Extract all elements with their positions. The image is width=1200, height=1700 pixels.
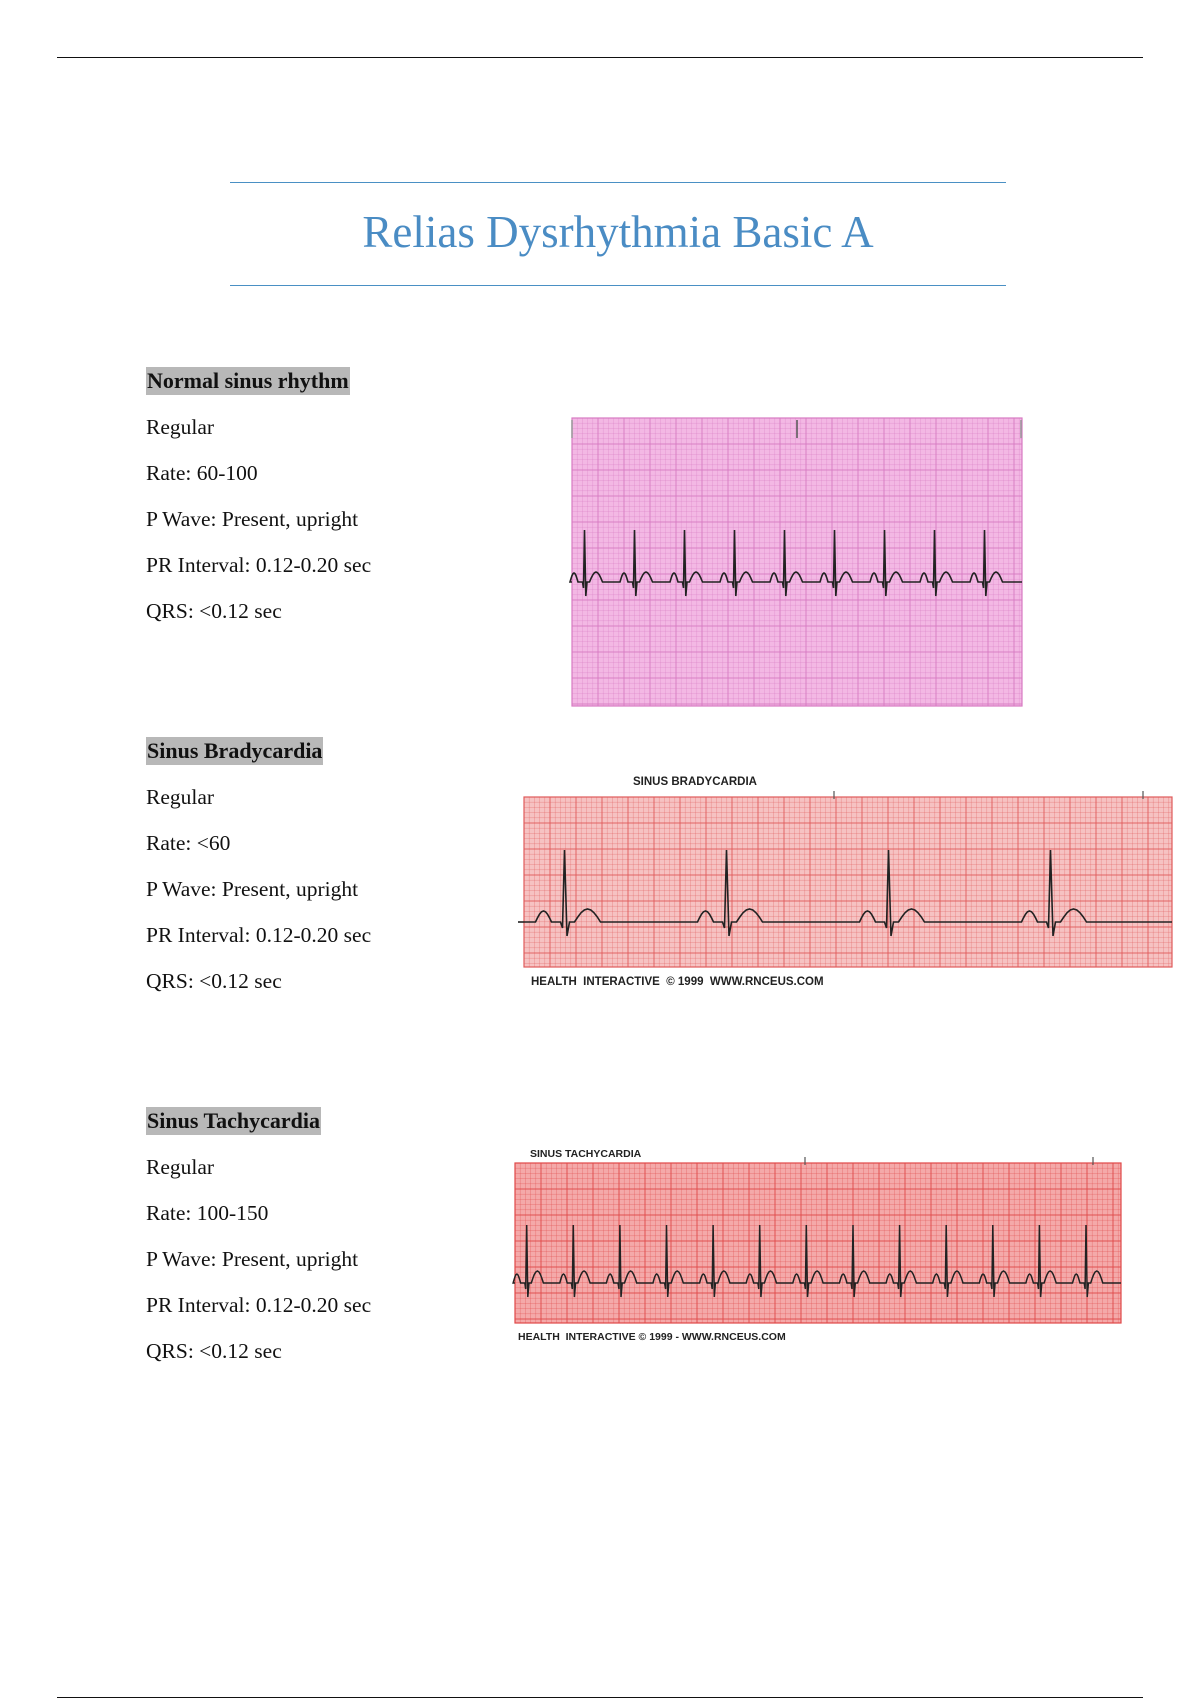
attr-p-wave: P Wave: Present, upright — [146, 1247, 359, 1271]
strip-caption-top: SINUS TACHYCARDIA — [530, 1148, 642, 1160]
attr-p-wave: P Wave: Present, upright — [146, 877, 359, 901]
attr-regularity: Regular — [146, 1155, 215, 1179]
attr-rate: Rate: 60-100 — [146, 461, 258, 485]
attr-pr-interval: PR Interval: 0.12-0.20 sec — [146, 923, 372, 947]
bottom-page-rule — [57, 1697, 1143, 1698]
attr-qrs: QRS: <0.12 sec — [146, 969, 282, 993]
attr-rate: Rate: <60 — [146, 831, 231, 855]
section-heading: Sinus Bradycardia — [147, 738, 323, 763]
document-title: Relias Dysrhythmia Basic A — [362, 207, 874, 257]
attr-rate: Rate: 100-150 — [146, 1201, 269, 1225]
strip-caption-top: SINUS BRADYCARDIA — [633, 776, 757, 788]
attr-p-wave: P Wave: Present, upright — [146, 507, 359, 531]
attr-qrs: QRS: <0.12 sec — [146, 599, 282, 623]
strip-caption-bottom: HEALTH INTERACTIVE © 1999 - WWW.RNCEUS.COM — [518, 1331, 786, 1343]
attr-qrs: QRS: <0.12 sec — [146, 1339, 282, 1363]
section-heading: Normal sinus rhythm — [147, 368, 349, 393]
strip-caption-bottom: HEALTH INTERACTIVE © 1999 WWW.RNCEUS.COM — [531, 976, 824, 988]
attr-regularity: Regular — [146, 415, 215, 439]
section-heading: Sinus Tachycardia — [147, 1108, 321, 1133]
attr-regularity: Regular — [146, 785, 215, 809]
attr-pr-interval: PR Interval: 0.12-0.20 sec — [146, 1293, 372, 1317]
attr-pr-interval: PR Interval: 0.12-0.20 sec — [146, 553, 372, 577]
